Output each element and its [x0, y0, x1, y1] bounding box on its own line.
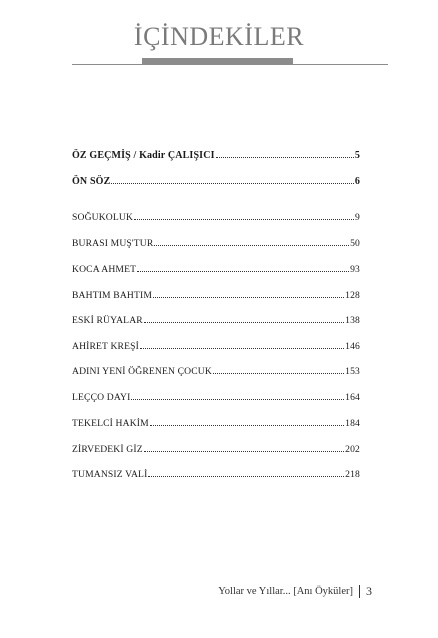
toc-entry-page: 138	[345, 315, 360, 326]
toc-entry-page: 146	[345, 341, 360, 352]
toc-leader-dots	[144, 451, 344, 452]
toc-entry	[72, 285, 360, 301]
toc-entry-label: ZİRVEDEKİ GİZ	[72, 444, 143, 455]
toc-entry-page: 153	[345, 366, 360, 377]
toc-entry	[72, 233, 360, 249]
toc-leader-dots	[154, 245, 349, 246]
title-rule	[72, 64, 388, 65]
toc-entry-label: ADINI YENİ ÖĞRENEN ÇOCUK	[72, 366, 212, 377]
toc-leader-dots	[134, 219, 354, 220]
toc-entry-label: ESKİ RÜYALAR	[72, 315, 143, 326]
toc-entry	[72, 207, 360, 223]
toc-leader-dots	[216, 157, 354, 158]
toc-leader-dots	[131, 399, 344, 400]
toc-leader-dots	[148, 476, 344, 477]
toc-leader-dots	[213, 373, 344, 374]
toc-entry	[72, 464, 360, 480]
toc-entry-oz-gecmis	[72, 145, 360, 161]
footer-book-title: Yollar ve Yıllar... [Anı Öyküler]	[218, 586, 353, 597]
toc-entry-page: 5	[354, 150, 360, 161]
toc-entry-on-soz	[72, 171, 360, 187]
toc-entry	[72, 413, 360, 429]
toc-entry-page: 164	[345, 392, 360, 403]
page-title: İÇİNDEKİLER	[133, 22, 305, 51]
toc-entry-label: LEÇÇO DAYI	[72, 392, 131, 403]
toc-entry	[72, 439, 360, 455]
toc-entry-label: TUMANSIZ VALİ	[72, 469, 148, 480]
toc-entry	[72, 259, 360, 275]
page-footer	[218, 584, 372, 599]
toc-entry-label: SOĞUKOLUK	[72, 212, 134, 223]
toc-entry-label: TEKELCİ HAKİM	[72, 418, 149, 429]
toc-entry-label: AHİRET KREŞİ	[72, 341, 139, 352]
toc-leader-dots	[140, 348, 344, 349]
toc-entry	[72, 361, 360, 377]
toc-entry-page: 184	[345, 418, 360, 429]
toc-leader-dots	[144, 322, 344, 323]
toc-leader-dots	[111, 183, 353, 184]
toc-entry-page: 50	[350, 238, 360, 249]
toc-leader-dots	[137, 271, 349, 272]
toc-entry-page: 128	[345, 290, 360, 301]
toc-entry-label: ÖN SÖZ	[72, 176, 111, 187]
toc-entry-page: 93	[350, 264, 360, 275]
toc-entry-label: BURASI MUŞ'TUR	[72, 238, 154, 249]
toc-entry-label: KOCA AHMET	[72, 264, 137, 275]
toc-entry-page: 218	[345, 469, 360, 480]
footer-page-number: 3	[366, 584, 372, 598]
toc-entry-page: 9	[355, 212, 360, 223]
toc-entry-page: 202	[345, 444, 360, 455]
toc-leader-dots	[153, 297, 344, 298]
toc-leader-dots	[150, 425, 344, 426]
toc-entry-page: 6	[354, 176, 360, 187]
toc-entry	[72, 387, 360, 403]
toc-entry-label: ÖZ GEÇMİŞ / Kadir ÇALIŞICI	[72, 150, 215, 161]
toc-entry	[72, 336, 360, 352]
footer-divider	[359, 585, 360, 598]
toc-entry	[72, 310, 360, 326]
toc-entry-label: BAHTIM BAHTIM	[72, 290, 153, 301]
